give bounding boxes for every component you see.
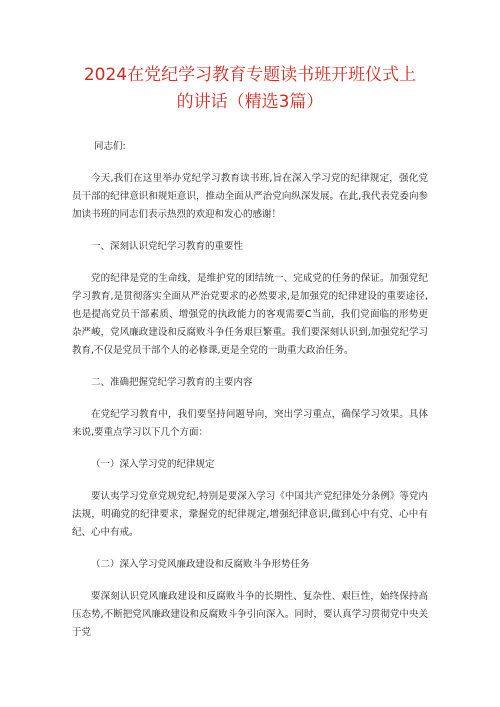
- document-title: [72, 62, 428, 116]
- title-line-1: 2024在党纪学习教育专题读书班开班仪式上: [83, 65, 417, 85]
- subsection-2-heading: （二）深入学习党风廉政建设和反腐败斗争形势任务: [91, 559, 310, 570]
- section-2-paragraph: 在党纪学习教育中，我们要坚持问题导向，突出学习重点，确保学习效果。具体来说,要重点学习以下几个方面：: [72, 409, 428, 438]
- subsection-1-heading: （一）深入学习党的纪律规定: [91, 459, 215, 470]
- subsection-1-paragraph: 要认夷学习党章党规党纪,特别是要深入学习《中国共产党纪律处分条例》等党内法规，明确党的纪律要求，鞏握党的纪律规定,增强纪律意识,做到心中有党、心中有纪、心中有戒。: [72, 491, 428, 538]
- section-1-paragraph: 党的纪律是党的生命线，是维护党的团结统一、完成党的任务的保证。加强党纪学习教育,是贯彻落实全面从严治党要求的必然要求,是加强党的纪律建设的重要途径,也是提高党员干部素质、增强党的执政能力的客观需要C当前，我们党面临的形势更杂严峻，党风廉政建设和反腐败斗争任务艰巨繁重。我们要深刻认识到,加强党纪学习教育,不仅是党员干部个人的必修课,更是全党的一助重大政治任务。: [72, 273, 428, 356]
- title-line-2: 的讲话（精选3篇）: [176, 92, 324, 112]
- subsection-2-paragraph: 要深刻认识党风廉政建设和反腐败斗争的长期性、复杂性、艰巨性，始终保持高压态势,不断把党风廉政建设和反腐败斗争引向深入。同时，要认真学习贯彻党中央关于党: [72, 591, 428, 638]
- section-2-heading: 二、准确把握党纪学习教育的主要内容: [91, 377, 253, 388]
- intro-paragraph: 今天,我们在这里举办党纪学习教育读书班,旨在深入学习党的纪律规定，强化党员干部的纪律意识和规矩意识，推动全面从严治党向纵深发展。在此,我代表党委向参加读书班的同志们表示热烈的欢迎和发心的感谢！: [72, 173, 428, 220]
- section-1-heading: 一、深刻认识党纪学习教育的重要性: [91, 241, 244, 252]
- salutation: 同志们:: [94, 141, 126, 152]
